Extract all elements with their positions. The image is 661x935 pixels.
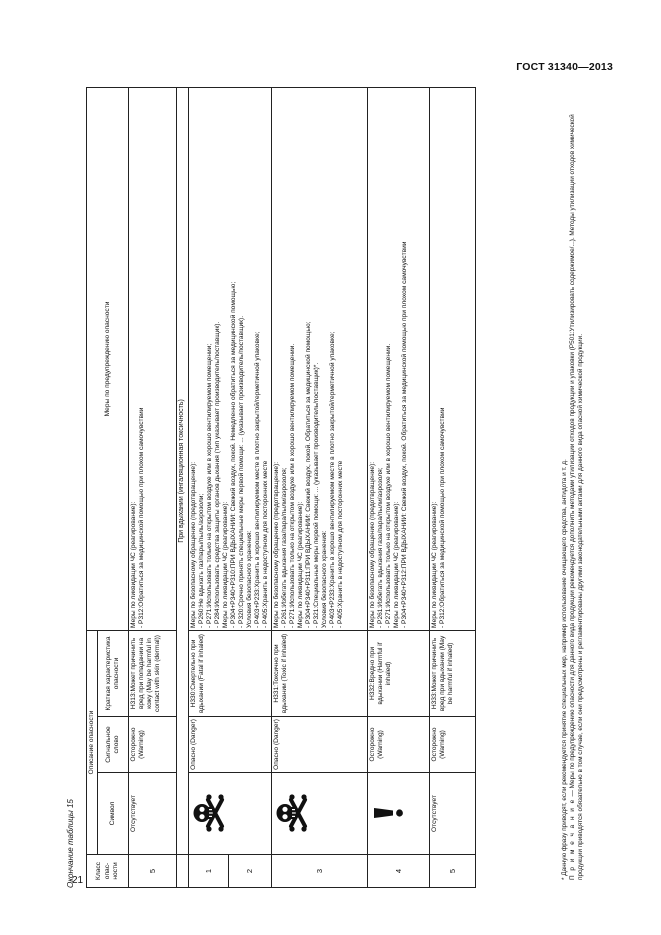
signal-word-cell: Осторожно (Warning) <box>367 717 429 773</box>
exposure-route-label: При вдыхании (ингаляционная токсичность) <box>177 87 189 854</box>
standard-number: ГОСТ 31340—2013 <box>516 61 613 73</box>
class-cell: 3 <box>271 855 367 888</box>
signal-word-cell: Осторожно (Warning) <box>429 717 475 773</box>
footnote-note <box>569 88 585 880</box>
table-row <box>188 87 229 887</box>
symbol-cell <box>367 773 429 855</box>
table-row <box>271 87 367 887</box>
note-label: П р и м е ч а н и е <box>569 798 577 880</box>
class-cell: 1 <box>188 855 229 888</box>
signal-word-cell: Осторожно (Warning) <box>129 717 177 773</box>
hazard-table <box>86 87 476 888</box>
hazard-statement-cell: H313:Может причинить вред при попадании на кожу (May be harmful in contact with skin (dermal)) <box>129 630 177 716</box>
signal-word-cell: Опасно (Danger) <box>188 717 271 773</box>
hazard-statement-cell: H331:Токсично при вдыхании (Toxic if inhaled) <box>271 630 367 716</box>
symbol-cell <box>271 773 367 855</box>
note-text: — Меры по предупреждению опасности для данного вида продукции рекомендуется дополнить методами утилизации отходов продукции и упаковки (P501:Утилизировать содержимое/...). Методы утилизации отходов химической продукции приводятся обязательно в том случае, если они предусмотрены и регламентированы другими законодательными актами для данного вида опасной химической продукции. <box>569 114 585 880</box>
col-symbol-header: Символ <box>98 773 129 855</box>
col-precautions-header: Меры по предупреждению опасности <box>87 87 129 630</box>
table-caption: Окончание таблицы 15 <box>66 799 75 888</box>
class-cell: 5 <box>129 855 177 888</box>
symbol-cell: Отсутствует <box>429 773 475 855</box>
skull-crossbones-icon <box>192 793 226 835</box>
table-row <box>129 87 177 887</box>
col-signal-word-header: Сигнальное слово <box>98 717 129 773</box>
class-cell: 2 <box>229 855 272 888</box>
table-row <box>429 87 475 887</box>
signal-word-cell: Опасно (Danger) <box>271 717 367 773</box>
footnote-star: * Данную фразу приводят, если рекомендуется принятие специальных мер, например использование очищающего средства, антидота и т. д. <box>561 459 568 880</box>
table-footnotes <box>561 88 586 888</box>
section-class-cell <box>177 855 189 888</box>
col-hazard-description-header: Описание опасности <box>87 630 98 854</box>
table-row <box>367 87 429 887</box>
symbol-cell: Отсутствует <box>129 773 177 855</box>
precautions-cell: Меры по ликвидации ЧС (реагирование): - P312:Обратиться за медицинской помощью при плохом самочувствии <box>129 87 177 630</box>
class-cell: 5 <box>429 855 475 888</box>
exclamation-mark-icon <box>371 796 405 832</box>
rotated-table-area <box>66 88 606 888</box>
precautions-cell: Меры по безопасному обращению (предотвращение): - P261:Избегать вдыхания газа/пара/пыли/аэрозоля; - P271:Использовать только на открытом воздухе или в хорошо вентилируемом помещении. Меры по ликвидации ЧС (реагирование): - P304+P340+P311:ПРИ ВДЫХАНИИ: Свежий воздух, покой. Обратиться за медицинской помощью; - P321:Специальные меры первой помощи: ... (указывает производитель/поставщик)*. Условия безопасного хранения: - P403+P233:Хранить в хорошо вентилируемом месте в плотно закрытой/герметичной упаковке; - P405:Хранить в недоступном для посторонних месте <box>271 87 367 630</box>
precautions-cell: Меры по ликвидации ЧС (реагирование): - P312:Обратиться за медицинской помощью при плохом самочувствии <box>429 87 475 630</box>
section-row <box>177 87 189 887</box>
precautions-cell: Меры по безопасному обращению (предотвращение): - P260:Не вдыхать газ/пары/пыль/аэрозоли; - P271:Использовать только на открытом воздухе или в хорошо вентилируемом помещении; - P284:Использовать средства защиты органов дыхания (тип указывает производитель/поставщик). Меры по ликвидации ЧС (реагирование): - P304+P340+P310:ПРИ ВДЫХАНИИ: Свежий воздух, покой. Немедленно обратиться за медицинской помощью; - P320:Срочно принять специальные меры первой помощи: ... (указывает производитель/поставщик). Условия безопасного хранения: - P403+P233:Хранить в хорошо вентилируемом месте в плотно закрытой/герметичной упаковке; - P405:Хранить в недоступном для посторонних месте <box>188 87 271 630</box>
page-number: 21 <box>72 875 84 886</box>
symbol-cell <box>188 773 271 855</box>
hazard-statement-cell: H333:Может причинить вред при вдыхании (May be harmful if inhaled) <box>429 630 475 716</box>
hazard-statement-cell: H330:Смертельно при вдыхании (Fatal if inhaled) <box>188 630 271 716</box>
hazard-statement-cell: H332:Вредно при вдыхании (Harmful if inhaled) <box>367 630 429 716</box>
col-hazard-statement-header: Краткая характеристика опасности <box>98 630 129 716</box>
col-class-header: Класс опас-ности <box>87 855 129 888</box>
class-cell: 4 <box>367 855 429 888</box>
skull-crossbones-icon <box>275 793 309 835</box>
precautions-cell: Меры по безопасному обращению (предотвращение): - P261:Избегать вдыхания газа/пара/пыли/аэрозоля; - P271:Использовать только на открытом воздухе или в хорошо вентилируемом помещении. Меры по ликвидации ЧС (реагирование): - P304+P340+P312:ПРИ ВДЫХАНИИ: Свежий воздух, покой. Обратиться за медицинской помощью при плохом самочувствии <box>367 87 429 630</box>
table-header-row-1 <box>87 87 98 887</box>
